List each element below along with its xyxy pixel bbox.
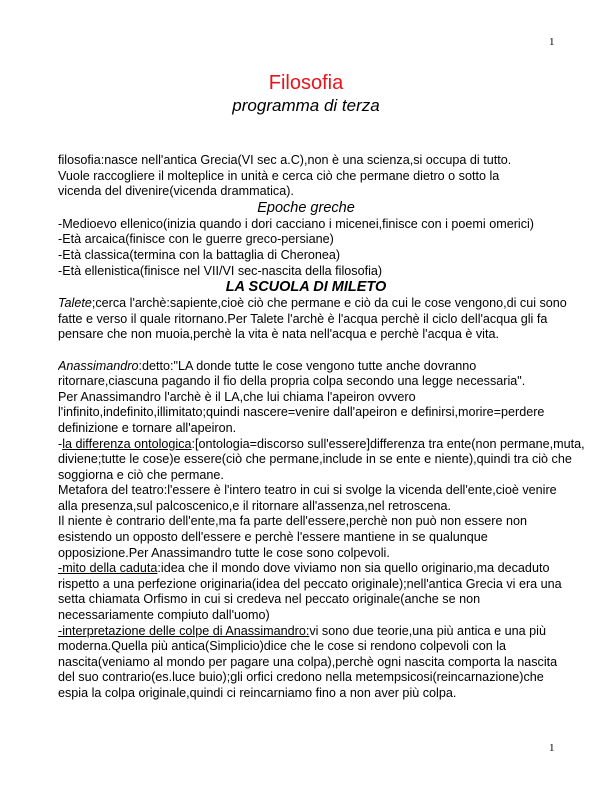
interpretazione-line: espia la colpa originale,quindi ci reincarniamo fino a non aver più colpa. [58, 686, 457, 700]
page-number-bottom: 1 [549, 742, 555, 754]
differenza-line: Metafora del teatro:l'essere è l'intero teatro in cui si svolge la vicenda dell'ente,cioè venire [58, 483, 557, 498]
interpretazione-line [58, 624, 612, 640]
interpretazione-text: vi sono due teorie,una più antica e una più [309, 623, 546, 638]
differenza-prefix: - [58, 436, 63, 451]
talete-text: ;cerca l'archè:sapiente,cioè ciò che permane e ciò da cui le cose vengono,di cui sono [91, 296, 567, 311]
anassimandro-line: Per Anassimandro l'archè è il LA,che lui chiama l'apeiron ovvero [58, 389, 416, 404]
differenza-label: la differenza ontologica [62, 436, 192, 451]
mito-label: -mito della caduta [58, 561, 158, 576]
epoche-item: -Età ellenistica(finisce nel VII/VI sec-nascita della filosofia) [58, 263, 383, 278]
differenza-line: diviene;tutte le cose)e essere(ciò che permane,include in se ente e niente),quindi tra ciò che [58, 452, 572, 467]
differenza-line [58, 437, 612, 453]
anassimandro-line [58, 359, 612, 375]
interpretazione-line: moderna.Quella più antica(Simplicio)dice che le cose si rendono colpevoli con la [58, 639, 507, 654]
scuola-heading: LA SCUOLA DI MILETO [225, 279, 387, 296]
epoche-heading: Epoche greche [257, 199, 355, 216]
mito-line: necessariamente compiuto dall'uomo) [58, 608, 270, 623]
paragraph-gap [58, 343, 612, 359]
document-title: Filosofia [268, 72, 344, 94]
intro-line: vicenda del divenire(vicenda drammatica). [58, 184, 294, 199]
differenza-text: :[ontologia=discorso sull'essere]differenza tra ente(non permane,muta, [191, 436, 585, 451]
differenza-line: esistendo un opposto dell'essere e perchè l'essere mantiene in se qualunque [58, 530, 488, 545]
anassimandro-name: Anassimandro [58, 358, 139, 373]
intro-line: filosofia:nasce nell'antica Grecia(VI sec a.C),non è una scienza,si occupa di tutto. [58, 153, 512, 167]
anassimandro-line: definizione e tornare all'apeiron. [58, 420, 237, 435]
document-body [58, 153, 612, 702]
document-subtitle: programma di terza [232, 96, 380, 115]
mito-text: :idea che il mondo dove viviamo non sia quello originario,ma decaduto [157, 561, 550, 576]
anassimandro-text: :detto:"LA donde tutte le cose vengono tutte anche dovranno [138, 358, 477, 373]
differenza-line: soggiorna e ciò che permane. [58, 467, 224, 482]
differenza-line: opposizione.Per Anassimandro tutte le cose sono colpevoli. [58, 545, 390, 560]
epoche-item: -Medioevo ellenico(inizia quando i dori cacciano i micenei,finisce con i poemi omerici) [58, 216, 534, 231]
page-number-top: 1 [549, 36, 555, 48]
talete-name: Talete [58, 296, 92, 311]
talete-line: pensare che non muoia,perchè la vita è nata nell'acqua e perchè l'acqua è vita. [58, 327, 499, 342]
differenza-line: Il niente è contrario dell'ente,ma fa parte dell'essere,perchè non può non essere non [58, 514, 527, 529]
anassimandro-line: ritornare,ciascuna pagando il fio della propria colpa secondo una legge necessaria". [58, 374, 526, 389]
anassimandro-line: l'infinito,indefinito,illimitato;quindi nascere=venire dall'apeiron e definirsi,morire=perdere [58, 405, 545, 420]
intro-line: Vuole raccogliere il molteplice in unità e cerca ciò che permane dietro o sotto la [58, 168, 500, 183]
differenza-line: alla presenza,sul palcoscenico,e il ritornare all'assenza,nel retroscena. [58, 498, 452, 513]
interpretazione-line: nascita(veniamo al mondo per pagare una colpa),perchè ogni nascita comporta la nascita [58, 654, 558, 669]
talete-line [58, 296, 612, 312]
mito-line [58, 561, 612, 577]
epoche-item: -Età classica(termina con la battaglia di Cheronea) [58, 247, 341, 262]
mito-line: rispetto a una perfezione originaria(idea del peccato originale);nell'antica Grecia vi era una [58, 576, 562, 591]
interpretazione-line: del suo contrario(es.luce buio);gli orfici credono nella metempsicosi(reincarnazione)che [58, 670, 544, 685]
mito-line: setta chiamata Orfismo in cui si credeva nel peccato originale(anche se non [58, 592, 481, 607]
interpretazione-label: -interpretazione delle colpe di Anassimandro: [58, 623, 310, 638]
talete-line: fatte e verso il quale ritornano.Per Talete l'archè è l'acqua perchè il ciclo dell'acqua gli fa [58, 311, 548, 326]
epoche-item: -Età arcaica(finisce con le guerre greco-persiane) [58, 232, 334, 247]
